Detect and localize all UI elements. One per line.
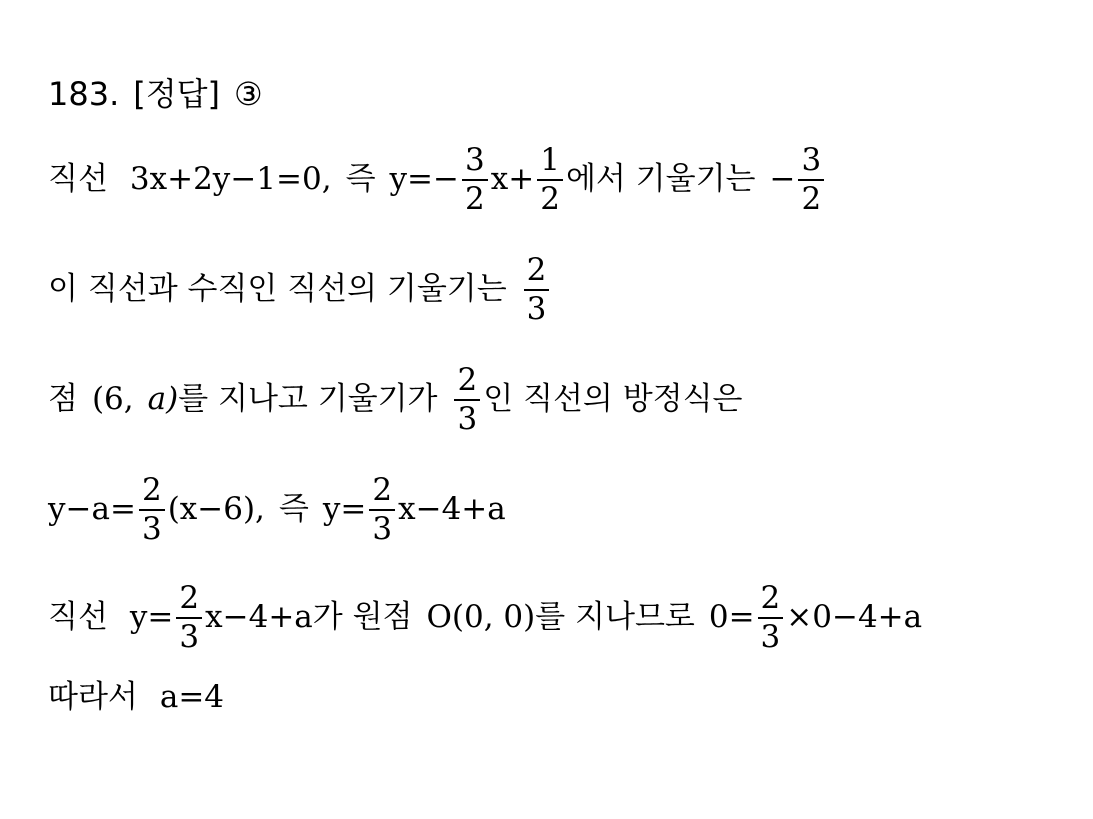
fraction: $\frac{2}{3}$	[454, 364, 480, 435]
fraction: $\frac{2}{3}$	[176, 582, 202, 653]
text: 점	[48, 381, 78, 418]
equation: y=	[322, 491, 367, 528]
fraction: $\frac{2}{3}$	[524, 254, 550, 325]
text: 즉	[345, 161, 376, 198]
text: 를 지나고 기울기가	[178, 381, 438, 418]
solution-line-3	[48, 364, 743, 435]
equation: y=−	[389, 161, 459, 198]
text: 직선	[48, 161, 108, 198]
point-variable: a)	[147, 381, 179, 418]
equation: −	[769, 161, 796, 198]
fraction: $\frac{3}{2}$	[798, 144, 824, 215]
problem-number: 183.	[48, 75, 120, 113]
equation: x+	[490, 161, 535, 198]
final-answer: a=4	[159, 679, 225, 715]
equation: 0=	[708, 599, 755, 636]
solution-line-4	[48, 474, 506, 545]
text: 가 원점	[312, 599, 413, 636]
equation: y=	[129, 599, 174, 636]
equation: (x−6),	[167, 491, 265, 528]
text: 를 지나므로	[535, 599, 695, 636]
equation: y−a=	[48, 491, 136, 528]
text: 인 직선의 방정식은	[483, 381, 743, 418]
text: 에서 기울기는	[565, 161, 756, 198]
equation: ×0−4+a	[786, 599, 923, 636]
text: 즉	[278, 491, 309, 528]
solution-line-5	[48, 582, 922, 653]
point: (6,	[91, 381, 134, 418]
answer-label: [정답]	[133, 75, 221, 113]
fraction: $\frac{3}{2}$	[462, 144, 488, 215]
fraction: $\frac{2}{3}$	[758, 582, 784, 653]
text: 직선	[48, 599, 108, 636]
text: 이 직선과 수직인 직선의 기울기는	[48, 271, 507, 308]
answer-value: ③	[234, 75, 263, 113]
solution-line-1	[48, 144, 827, 215]
origin-point: O(0, 0)	[426, 599, 536, 636]
equation: 3x+2y−1=0,	[129, 161, 332, 198]
equation: x−4+a	[205, 599, 313, 636]
fraction: $\frac{1}{2}$	[537, 144, 563, 215]
fraction: $\frac{2}{3}$	[369, 474, 395, 545]
equation: x−4+a	[398, 491, 506, 528]
fraction: $\frac{2}{3}$	[139, 474, 165, 545]
problem-header	[48, 75, 263, 113]
text: 따라서	[48, 679, 138, 715]
solution-line-2	[48, 254, 552, 325]
solution-line-6	[48, 679, 225, 715]
